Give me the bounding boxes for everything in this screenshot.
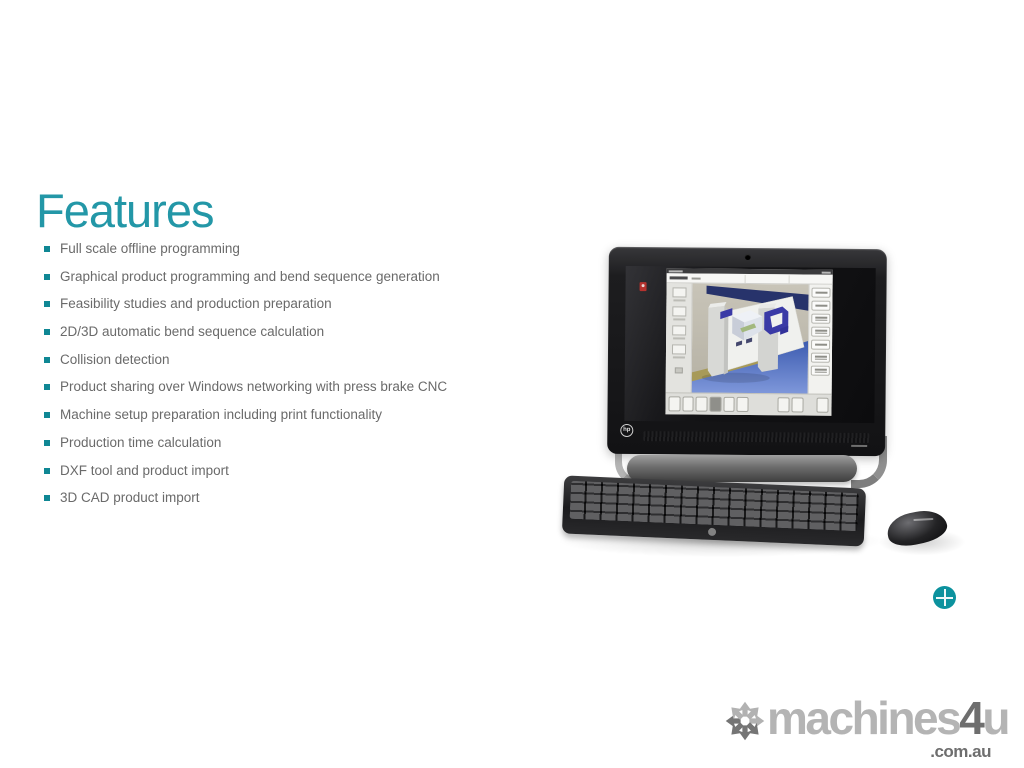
- bullet-square-icon: [44, 468, 50, 474]
- app-brand-mark: [670, 276, 688, 279]
- feature-text: Product sharing over Windows networking with press brake CNC: [60, 379, 448, 395]
- side-button: [811, 301, 830, 311]
- thumbnail-label-mark: [673, 299, 685, 301]
- app-right-sidebar: [808, 285, 833, 394]
- toolbar-button: [791, 397, 803, 412]
- list-item: [44, 242, 447, 270]
- monitor-screen: [624, 266, 875, 423]
- feature-text: 2D/3D automatic bend sequence calculation: [60, 324, 325, 340]
- bullet-square-icon: [44, 329, 50, 335]
- toolbar-button-active: [710, 397, 722, 412]
- watermark-brand-text: [767, 692, 1008, 744]
- feature-text: Production time calculation: [60, 434, 222, 450]
- brand-suffix: u: [982, 692, 1008, 744]
- speaker-grille: [643, 431, 869, 443]
- bullet-square-icon: [44, 246, 50, 252]
- feature-text: Feasibility studies and production preparation: [60, 296, 332, 312]
- 3d-viewport: [692, 284, 809, 394]
- side-button: [811, 340, 830, 350]
- bullet-square-icon: [44, 357, 50, 363]
- app-body: [666, 283, 833, 393]
- list-item: [44, 491, 447, 519]
- mouse-scroll-line: [913, 518, 933, 521]
- side-button: [811, 366, 830, 376]
- thumbnail: [672, 306, 686, 316]
- list-item: [44, 436, 447, 464]
- watermark-domain: .com.au: [930, 742, 991, 761]
- thumbnail: [671, 344, 685, 354]
- thumbnail: [672, 325, 686, 335]
- list-item: [44, 464, 447, 492]
- toolbar-button: [696, 397, 708, 412]
- feature-text: DXF tool and product import: [60, 462, 229, 478]
- hp-logo: hp: [620, 424, 633, 437]
- bullet-square-icon: [44, 384, 50, 390]
- feature-text: Machine setup preparation including print functionality: [60, 407, 382, 423]
- keyboard-hp-logo: [708, 528, 716, 536]
- plus-icon: [944, 589, 946, 606]
- bullet-square-icon: [44, 495, 50, 501]
- side-button: [811, 327, 830, 337]
- feature-text: Graphical product programming and bend sequence generation: [60, 268, 440, 284]
- toolbar-button: [723, 397, 735, 412]
- list-item: [44, 270, 447, 298]
- thumbnail: [672, 287, 686, 297]
- feature-text: Collision detection: [60, 351, 170, 367]
- list-item: [44, 380, 447, 408]
- bullet-square-icon: [44, 412, 50, 418]
- list-item: [44, 408, 447, 436]
- thumbnail-label-mark: [673, 318, 685, 320]
- list-item: [44, 297, 447, 325]
- brand-number: 4: [959, 692, 983, 744]
- model-label-mark: [851, 445, 867, 447]
- list-item: [44, 353, 447, 381]
- bullet-square-icon: [44, 274, 50, 280]
- side-button: [811, 314, 830, 324]
- app-brand-sub-mark: [692, 277, 701, 279]
- product-photo: [555, 228, 995, 558]
- toolbar-button: [737, 397, 749, 412]
- bend-simulation-scene: [692, 284, 809, 394]
- bullet-square-icon: [44, 440, 50, 446]
- bullet-square-icon: [44, 301, 50, 307]
- webcam-icon: [745, 254, 751, 260]
- thumbnail-label-mark: [672, 356, 684, 358]
- toolbar-button: [817, 398, 829, 413]
- titlebar-text-mark: [669, 270, 683, 272]
- monitor-stand-base: [627, 455, 857, 482]
- feature-text: Full scale offline programming: [60, 241, 240, 256]
- sidebar-mini-icon: [674, 367, 682, 373]
- all-in-one-monitor: [607, 247, 887, 456]
- page-title: Features: [36, 184, 214, 238]
- toolbar-button: [668, 396, 680, 411]
- features-list: [44, 242, 447, 519]
- list-item: [44, 325, 447, 353]
- app-left-sidebar: [666, 283, 693, 392]
- app-toolbar: [665, 392, 831, 415]
- header-divider: [789, 275, 790, 283]
- cad-app-window: [665, 268, 832, 415]
- desktop-shortcut-icon: [640, 282, 647, 291]
- side-button: [811, 288, 830, 298]
- toolbar-button: [682, 396, 694, 411]
- thumbnail-label-mark: [673, 337, 685, 339]
- expand-plus-button[interactable]: [933, 586, 956, 609]
- machines4u-watermark: [724, 692, 1008, 762]
- brand-prefix: machines: [767, 692, 960, 744]
- keyboard-keys: [570, 481, 859, 532]
- snowflake-star-icon: [724, 698, 766, 749]
- feature-text: 3D CAD product import: [60, 490, 200, 506]
- side-button: [811, 353, 830, 363]
- titlebar-clock-mark: [822, 271, 831, 273]
- header-divider: [744, 274, 745, 282]
- toolbar-button: [778, 397, 790, 412]
